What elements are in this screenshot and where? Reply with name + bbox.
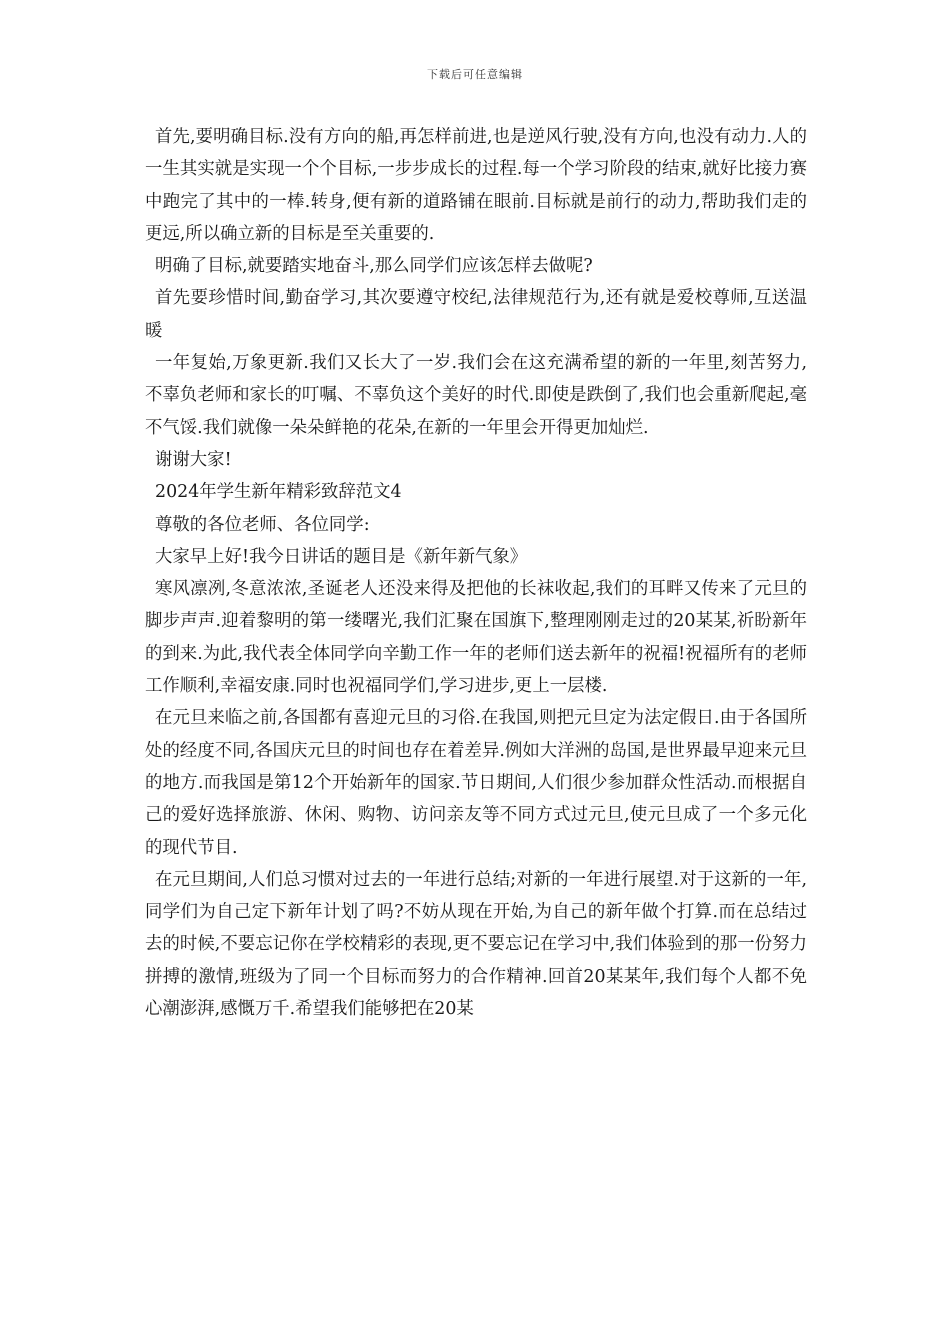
paragraph: 明确了目标,就要踏实地奋斗,那么同学们应该怎样去做呢?: [155, 256, 593, 277]
paragraph: 在元旦来临之前,各国都有喜迎元旦的习俗.在我国,则把元旦定为法定假日.由于各国所处的经度不同,各国庆元旦的时间也存在着差异.例如大洋洲的岛国,是世界最早迎来元旦的地方.而我国是第12个开始新年的国家.节日期间,人们很少参加群众性活动.而根据自己的爱好选择旅游、休闲、购物、访问亲友等不同方式过元旦,使元旦成了一个多元化的现代节目.: [145, 708, 807, 858]
closing-line: 谢谢大家!: [155, 449, 232, 470]
paragraph: 一年复始,万象更新.我们又长大了一岁.我们会在这充满希望的新的一年里,刻苦努力,不辜负老师和家长的叮嘱、不辜负这个美好的时代.即使是跌倒了,我们也会重新爬起,毫不气馁.我们就像一朵朵鲜艳的花朵,在新的一年里会开得更加灿烂.: [145, 353, 807, 438]
page-header: 下载后可任意编辑: [427, 68, 523, 81]
paragraph: 首先要珍惜时间,勤奋学习,其次要遵守校纪,法律规范行为,还有就是爱校尊师,互送温暖: [145, 288, 807, 341]
paragraph: 大家早上好!我今日讲话的题目是《新年新气象》: [155, 546, 528, 567]
document-body: [145, 121, 807, 1025]
section-title: 2024年学生新年精彩致辞范文4: [155, 482, 402, 503]
paragraph: 在元旦期间,人们总习惯对过去的一年进行总结;对新的一年进行展望.对于这新的一年,同学们为自己定下新年计划了吗?不妨从现在开始,为自己的新年做个打算.而在总结过去的时候,不要忘记你在学校精彩的表现,更不要忘记在学习中,我们体验到的那一份努力拼搏的激情,班级为了同一个目标而努力的合作精神.回首20某某年,我们每个人都不免心潮澎湃,感慨万千.希望我们能够把在20某: [145, 869, 807, 1020]
paragraph: 首先,要明确目标.没有方向的船,再怎样前进,也是逆风行驶,没有方向,也没有动力.人的一生其实就是实现一个个目标,一步步成长的过程.每一个学习阶段的结束,就好比接力赛中跑完了其中的一棒.转身,便有新的道路铺在眼前.目标就是前行的动力,帮助我们走的更远,所以确立新的目标是至关重要的.: [145, 127, 807, 244]
salutation: 尊敬的各位老师、各位同学:: [155, 514, 370, 535]
paragraph: 寒风凛冽,冬意浓浓,圣诞老人还没来得及把他的长袜收起,我们的耳畔又传来了元旦的脚步声声.迎着黎明的第一缕曙光,我们汇聚在国旗下,整理刚刚走过的20某某,祈盼新年的到来.为此,我代表全体同学向辛勤工作一年的老师们送去新年的祝福!祝福所有的老师工作顺利,幸福安康.同时也祝福同学们,学习进步,更上一层楼.: [145, 579, 807, 697]
